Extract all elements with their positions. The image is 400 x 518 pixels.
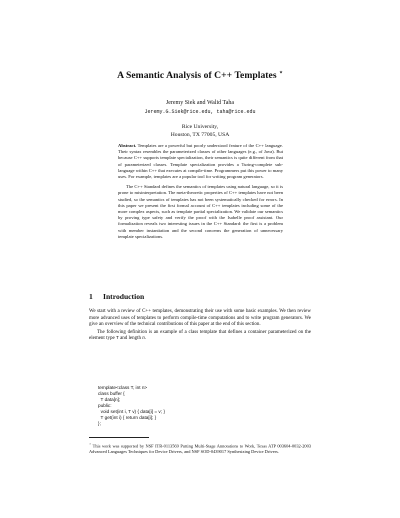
code-listing bbox=[98, 385, 165, 427]
body-paragraph-2-text: The following definition is an example of a class template that defines a container parameterized on the element type bbox=[89, 329, 311, 341]
author-emails: Jeremy.G.Siek@rice.edu, taha@rice.edu bbox=[144, 109, 256, 115]
code-line: class buffer { bbox=[98, 391, 125, 396]
body-paragraph-1: We start with a review of C++ templates, demonstrating their use with some basic examples. We then review more advanced uses of templates to perform compile-time computations and to write program generators. We give an overview of the technical contributions of this paper at the end of this section. bbox=[89, 309, 311, 327]
body-paragraph-2 bbox=[89, 330, 311, 343]
type-parameter-T: T bbox=[115, 336, 119, 341]
code-line: T get(int i) { return data[i]; } bbox=[98, 415, 157, 420]
abstract bbox=[118, 143, 283, 244]
footnote-text: This work was supported by NSF ITR-0113569 Putting Multi-Stage Annotations to Work, Texas ATP 003604-0032-2003 Advanced Languages Techniques for Device Drivers, and NSF SOD-0439017 Synthesizing Device Drivers. bbox=[89, 443, 311, 455]
footnote bbox=[89, 441, 311, 455]
section-number: 1 bbox=[89, 292, 93, 301]
section-body bbox=[89, 309, 311, 344]
abstract-text-1: Templates are a powerful but poorly understood feature of the C++ language. Their syntax resembles the parameterized classes of other languages (e.g., of Java). But because C++ supports template specialization, their semantics is quite different from that of parameterized classes. Template specialization provides a Turing-complete sub-language within C++ that executes at compile-time. Programmers put this power to many uses. For example, templates are a popular tool for writing program generators. bbox=[118, 143, 283, 180]
code-line: }; bbox=[98, 421, 101, 426]
code-line: void set(int i, T v) { data[i] = v; } bbox=[98, 409, 165, 414]
title-footnote-marker: ⋆ bbox=[279, 70, 283, 76]
code-line: T data[n]; bbox=[98, 397, 121, 402]
code-line: public: bbox=[98, 403, 112, 408]
abstract-paragraph-2: The C++ Standard defines the semantics of templates using natural language, so it is prone to misinterpretation. The meta-theoretic properties of C++ templates have not been studied, so the semantics of templates has not been systematically checked for errors. In this paper we present the first formal account of C++ templates including some of the more complex aspects, such as template partial specialization. We validate our semantics by proving type safety and verify the proof with the Isabelle proof assistant. Our formalization reveals two interesting issues in the C++ Standard: the first is a problem with member instantiation and the second concerns the generation of unnecessary template specializations. bbox=[118, 184, 283, 239]
paper-title bbox=[0, 69, 400, 81]
abstract-label: Abstract. bbox=[118, 143, 137, 148]
footnote-rule bbox=[89, 437, 149, 438]
code-line: template<class T, int n> bbox=[98, 385, 148, 390]
affiliation-line-2: Houston, TX 77005, USA bbox=[170, 132, 230, 138]
section-title: Introduction bbox=[103, 292, 145, 301]
abstract-paragraph-1 bbox=[118, 143, 283, 180]
length-parameter-n: n bbox=[142, 336, 145, 341]
body-paragraph-2-text-b: and length bbox=[120, 336, 142, 341]
title-text: A Semantic Analysis of C++ Templates bbox=[117, 70, 277, 82]
affiliation-line-1: Rice University, bbox=[181, 124, 219, 130]
footnote-marker: ⋆ bbox=[89, 442, 92, 446]
authors: Jeremy Siek and Walid Taha bbox=[165, 100, 235, 106]
body-paragraph-2-end: . bbox=[144, 336, 147, 341]
affiliation bbox=[0, 123, 400, 139]
section-heading bbox=[89, 292, 144, 301]
